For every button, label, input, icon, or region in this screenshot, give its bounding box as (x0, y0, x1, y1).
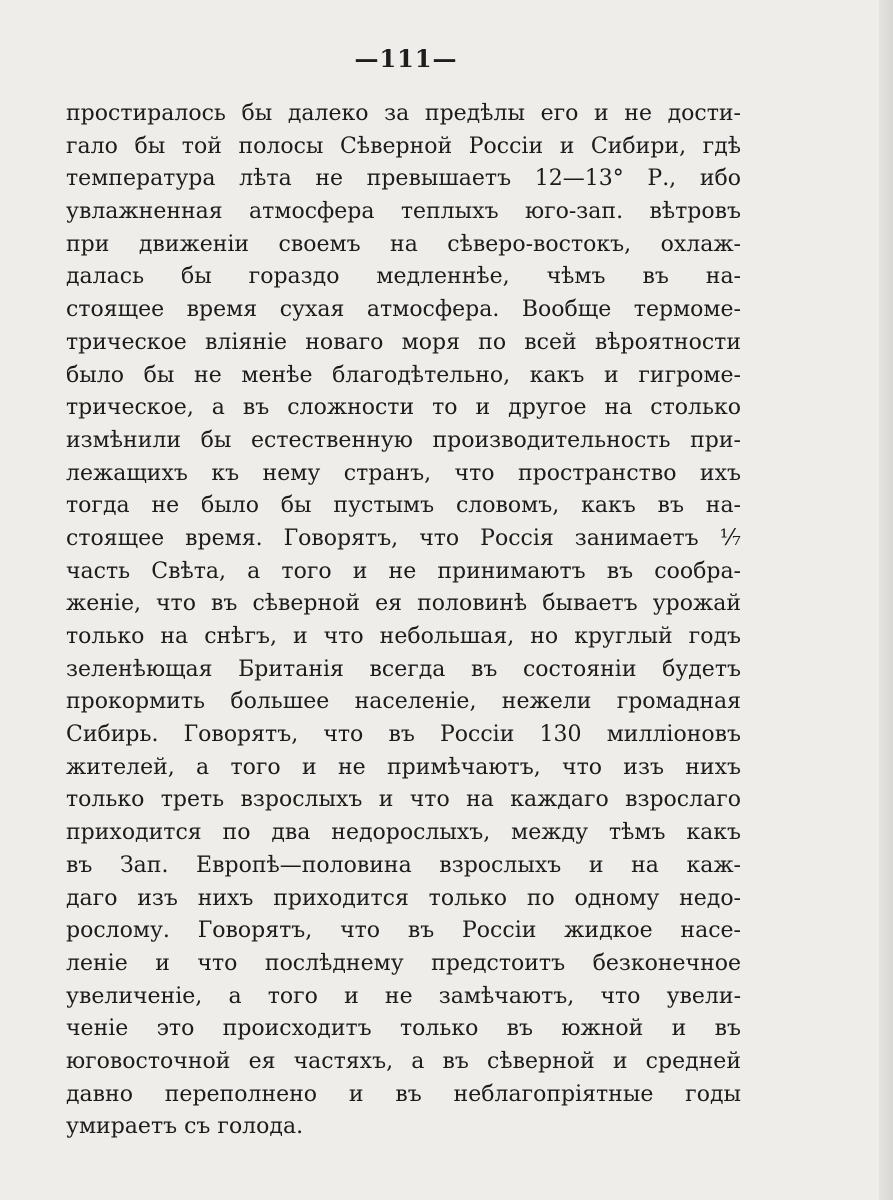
page-edge-shadow (879, 0, 893, 1200)
text-line: приходится по два недорослыхъ, между тѣмъ какъ (66, 820, 741, 846)
text-line: рослому. Говорятъ, что въ Россіи жидкое насе- (66, 918, 741, 944)
text-line: увеличеніе, а того и не замѣчаютъ, что увели- (66, 983, 741, 1009)
text-line: при движеніи своемъ на сѣверо-востокъ, охлаж- (66, 231, 741, 257)
text-line: тогда не было бы пустымъ словомъ, какъ въ на- (66, 493, 741, 519)
text-line: леніе и что послѣднему предстоитъ безконечное (66, 950, 741, 976)
text-line: прокормить большее населеніе, нежели громадная (66, 689, 741, 715)
text-line: зеленѣющая Британія всегда въ состояніи будетъ (66, 656, 741, 682)
text-line: умираетъ съ голода. (66, 1114, 304, 1140)
text-line: Сибирь. Говорятъ, что въ Россіи 130 милліоновъ (66, 722, 741, 748)
body-text (66, 98, 741, 1144)
text-line: женіе, что въ сѣверной ея половинѣ бываетъ урожай (66, 591, 741, 617)
text-line: юговосточной ея частяхъ, а въ сѣверной и средней (66, 1048, 741, 1074)
text-line: увлажненная атмосфера теплыхъ юго-зап. вѣтровъ (66, 199, 741, 225)
text-line: жителей, а того и не примѣчаютъ, что изъ нихъ (66, 754, 741, 780)
text-line: въ Зап. Европѣ—половина взрослыхъ и на каж- (66, 852, 741, 878)
text-line: трическое вліяніе новаго моря по всей вѣроятности (66, 329, 741, 355)
text-line: ченіе это происходитъ только въ южной и въ (66, 1016, 741, 1042)
text-line: далась бы гораздо медленнѣе, чѣмъ въ на- (66, 264, 741, 290)
text-line: простиралось бы далеко за предѣлы его и не дости- (66, 101, 741, 126)
text-line: только на снѣгъ, и что небольшая, но круглый годъ (66, 624, 741, 649)
text-line: трическое, а въ сложности то и другое на столько (66, 395, 741, 421)
text-line: стоящее время. Говорятъ, что Россія занимаетъ ⅐ (66, 525, 741, 551)
text-line: давно переполнено и въ неблагопріятные годы (66, 1081, 741, 1107)
text-line: температура лѣта не превышаетъ 12—13° Р., ибо (66, 166, 741, 192)
text-line: гало бы той полосы Сѣверной Россіи и Сибири, гдѣ (66, 133, 741, 159)
text-line: измѣнили бы естественную производительность при- (66, 427, 741, 453)
text-line: лежащихъ къ нему странъ, что пространство ихъ (66, 460, 741, 486)
page-number: —111— (354, 44, 458, 73)
text-line: даго изъ нихъ приходится только по одному недо- (66, 885, 741, 911)
text-line: часть Свѣта, а того и не принимаютъ въ сообра- (66, 558, 741, 584)
text-line: только треть взрослыхъ и что на каждаго взрослаго (66, 787, 741, 813)
text-line: было бы не менѣе благодѣтельно, какъ и гигроме- (66, 362, 741, 388)
text-line: стоящее время сухая атмосфера. Вообще термоме- (66, 297, 741, 323)
